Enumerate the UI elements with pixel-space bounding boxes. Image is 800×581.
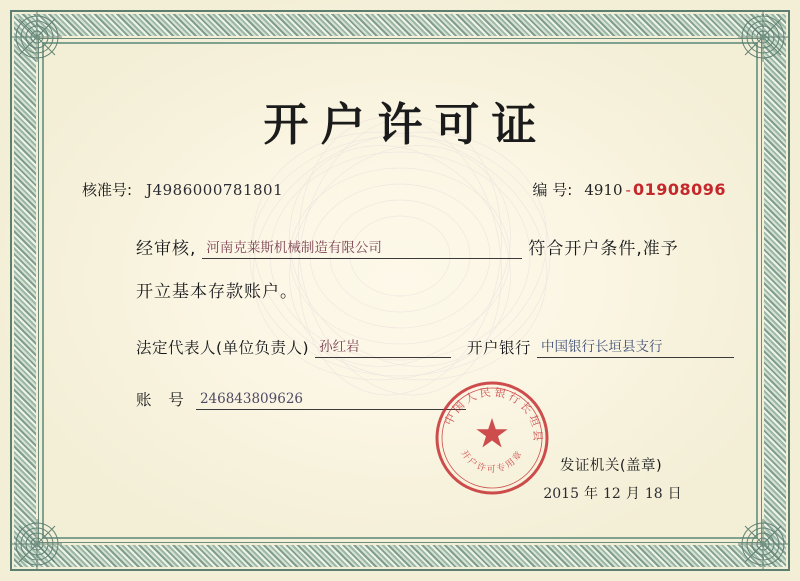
legal-representative-label: 法定代表人(单位负责人): [136, 339, 310, 357]
legal-representative-blank: [315, 336, 451, 358]
page-title: 开户许可证: [263, 98, 549, 151]
serial-number-label: 编 号:: [532, 181, 573, 199]
company-name-value: 河南克莱斯机械制造有限公司: [206, 240, 382, 256]
bank-blank: [537, 336, 734, 358]
bank-label: 开户银行: [467, 339, 532, 357]
body-paragraph: [60, 234, 740, 302]
corner-ornament-icon: [8, 8, 66, 66]
account-number-value: 246843809626: [199, 391, 304, 407]
body-lead-text: 经审核,: [136, 239, 197, 259]
representative-and-bank-row: [60, 336, 740, 358]
body-tail-text: 符合开户条件,准予: [528, 239, 679, 259]
serial-number-group: [533, 179, 727, 200]
svg-text:中国人民银行长垣县支行: 中国人民银行长垣县: [442, 385, 545, 445]
account-number-row: [60, 388, 740, 410]
account-number-label: 账 号: [136, 391, 190, 409]
issue-date: [496, 483, 726, 503]
approval-and-serial-row: [60, 179, 740, 200]
issue-month-value: 12: [602, 486, 621, 502]
account-number-blank: [196, 388, 466, 410]
body-line-1: [136, 234, 730, 259]
serial-prefix: 4910: [584, 181, 623, 199]
approval-number-value: J4986000781801: [146, 181, 284, 199]
serial-dash: -: [625, 181, 631, 199]
issue-year-value: 2015: [543, 486, 579, 502]
issue-month-unit: 月: [625, 486, 640, 502]
svg-text:开户许可专用章: 开户许可专用章: [458, 448, 526, 476]
corner-ornament-icon: [734, 515, 792, 573]
issuer-title: 发证机关(盖章): [559, 458, 663, 474]
legal-representative-value: 孙红岩: [319, 339, 360, 355]
corner-ornament-icon: [734, 8, 792, 66]
body-line-2: 开立基本存款账户。: [136, 282, 298, 302]
serial-number-value: 01908096: [632, 180, 726, 199]
corner-ornament-icon: [8, 515, 66, 573]
bank-value: 中国银行长垣县支行: [541, 339, 663, 355]
issue-day-unit: 日: [667, 486, 682, 502]
issuer-block: [496, 454, 726, 503]
issue-day-value: 18: [644, 486, 663, 502]
approval-number-group: [82, 179, 283, 200]
company-name-blank: [202, 237, 522, 259]
approval-number-label: 核准号:: [82, 181, 133, 199]
issue-year-unit: 年: [583, 486, 598, 502]
certificate-content: [60, 56, 740, 525]
